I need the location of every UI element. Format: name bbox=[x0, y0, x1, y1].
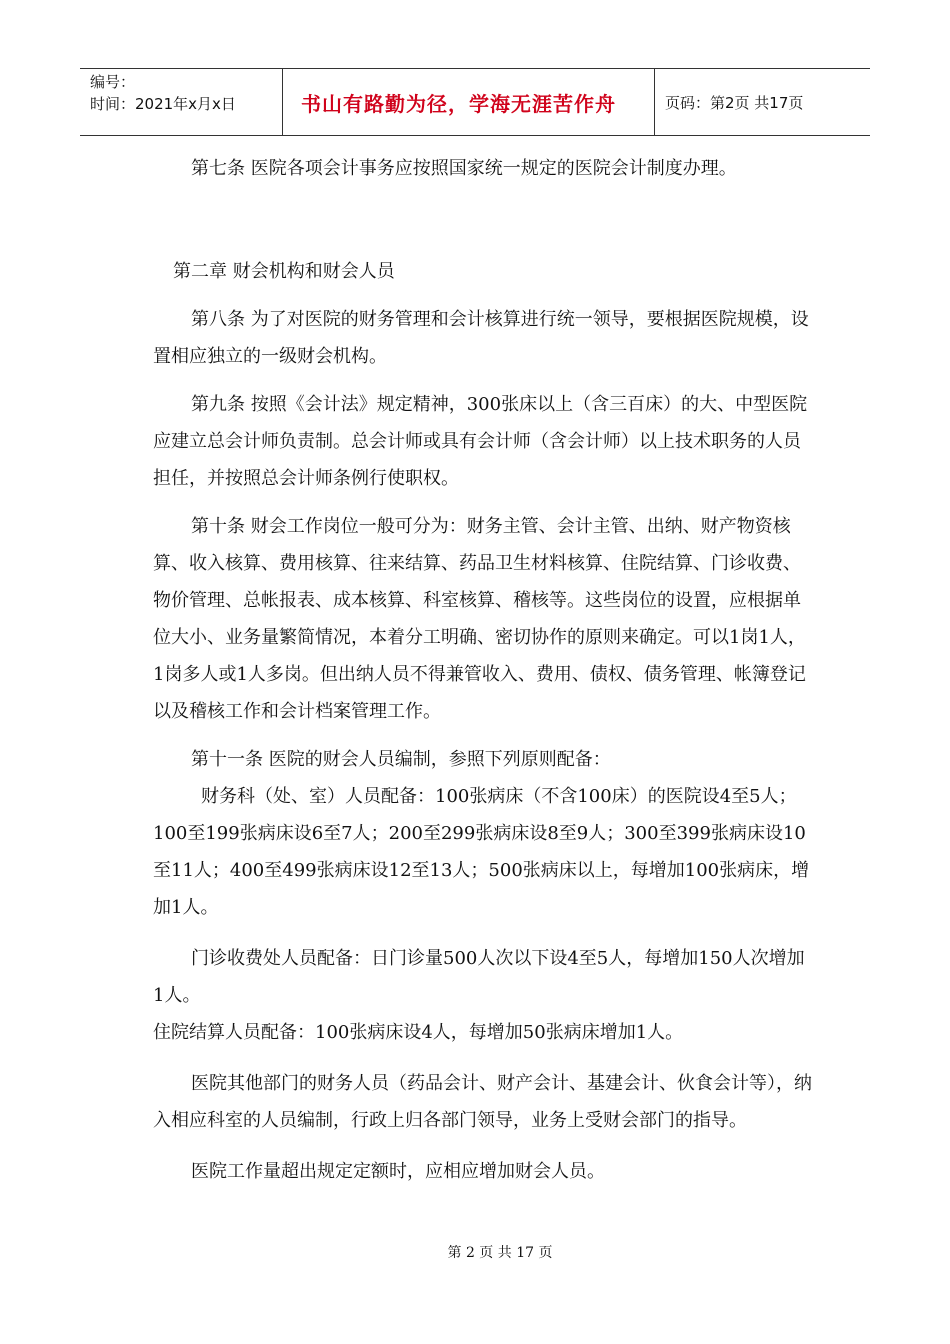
document-body bbox=[153, 150, 813, 1190]
page-info-text: 页码：第2页 共17页 bbox=[665, 93, 804, 112]
article-9: 第九条 按照《会计法》规定精神，300张床以上（含三百床）的大、中型医院应建立总会计师负责制。总会计师或具有会计师（含会计师）以上技术职务的人员担任，并按照总会计师条例行使职权。 bbox=[153, 394, 808, 489]
outpatient-staffing: 门诊收费处人员配备：日门诊量500人次以下设4至5人，每增加150人次增加1人。 bbox=[153, 948, 805, 1006]
page-footer bbox=[0, 1242, 950, 1262]
finance-dept-staffing: 财务科（处、室）人员配备：100张病床（不含100床）的医院设4至5人；100至199张病床设6至7人；200至299张病床设8至9人；300至399张病床设10至11人；400至499张病床设12至13人；500张病床以上，每增加100张病床，增加1人。 bbox=[153, 786, 810, 918]
article-7: 第七条 医院各项会计事务应按照国家统一规定的医院会计制度办理。 bbox=[191, 158, 737, 179]
header-meta bbox=[80, 69, 282, 135]
motto-text: 书山有路勤为径，学海无涯苦作舟 bbox=[301, 91, 616, 116]
date-label: 时间：2021年x月x日 bbox=[90, 95, 236, 113]
header-motto-cell bbox=[282, 69, 655, 135]
footer-page-number: 第 2 页 共 17 页 bbox=[447, 1245, 553, 1261]
article-8: 第八条 为了对医院的财务管理和会计核算进行统一领导，要根据医院规模，设置相应独立的一级财会机构。 bbox=[153, 309, 809, 367]
chapter-2-heading: 第二章 财会机构和财会人员 bbox=[173, 261, 395, 282]
article-11: 第十一条 医院的财会人员编制，参照下列原则配备： bbox=[191, 749, 611, 770]
header-page-info bbox=[655, 69, 870, 135]
article-10: 第十条 财会工作岗位一般可分为：财务主管、会计主管、出纳、财产物资核算、收入核算、费用核算、往来结算、药品卫生材料核算、住院结算、门诊收费、物价管理、总帐报表、成本核算、科室核算、稽核等。这些岗位的设置，应根据单位大小、业务量繁简情况，本着分工明确、密切协作的原则来确定。可以1岗1人，1岗多人或1人多岗。但出纳人员不得兼管收入、费用、债权、债务管理、帐簿登记以及稽核工作和会计档案管理工作。 bbox=[153, 516, 806, 722]
other-dept-staffing: 医院其他部门的财务人员（药品会计、财产会计、基建会计、伙食会计等），纳入相应科室的人员编制，行政上归各部门领导，业务上受财会部门的指导。 bbox=[153, 1073, 812, 1131]
page-header bbox=[80, 68, 870, 136]
code-label: 编号： bbox=[90, 73, 136, 91]
workload-note: 医院工作量超出规定定额时，应相应增加财会人员。 bbox=[191, 1161, 605, 1182]
inpatient-staffing: 住院结算人员配备：100张病床设4人，每增加50张病床增加1人。 bbox=[153, 1022, 684, 1043]
